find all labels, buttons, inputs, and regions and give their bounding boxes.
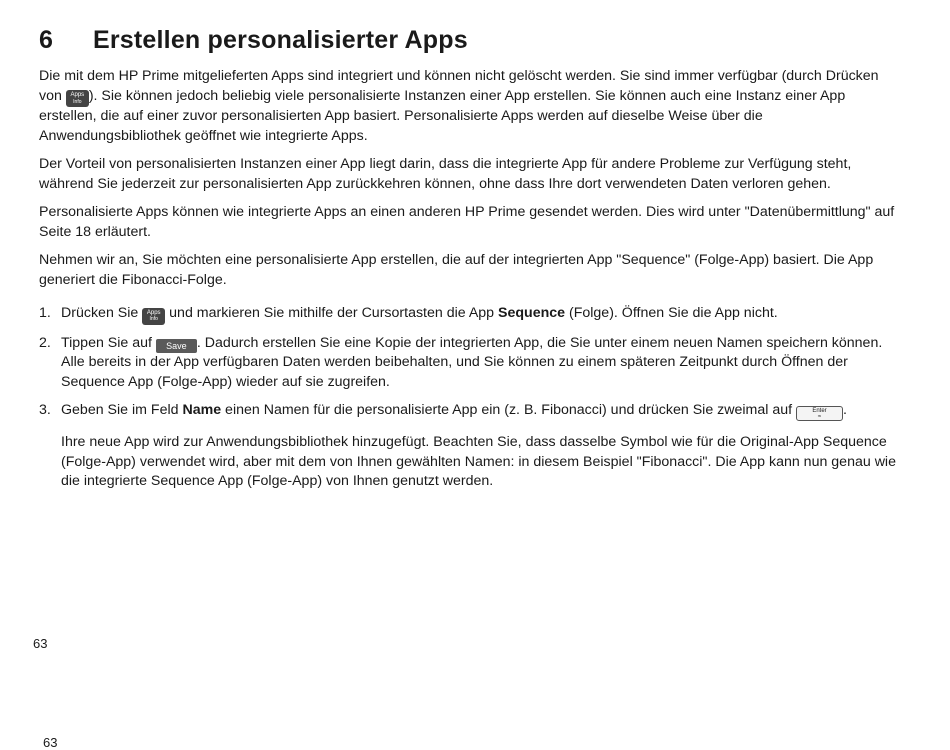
body-text (39, 67, 899, 501)
enter-key-sublabel: ≈ (817, 414, 822, 420)
step-text: . Dadurch erstellen Sie eine Kopie der integrierten App, die Sie unter einem neuen Namen speichern können. Alle bereits in der App verfügbaren Daten werden beibehalten, und Sie können zu einem späteren Zeitpunkt durch Öffnen der Sequence App (Folge-App) wieder auf sie zugreifen. (61, 334, 883, 390)
paragraph-advantage: Der Vorteil von personalisierten Instanzen einer App liegt darin, dass die integrierte App für andere Probleme zur Verfügung steht, während Sie jederzeit zur personalisierten App zurückkehren können, ohne dass Ihre dort verwendeten Daten verloren gehen. (39, 156, 852, 192)
page-number: 63 (33, 636, 48, 651)
apps-key-icon (66, 90, 89, 107)
paragraph-example: Nehmen wir an, Sie möchten eine personalisierte App erstellen, die auf der integrierten App "Sequence" (Folge-App) basiert. Die App generiert die Fibonacci-Folge. (39, 252, 874, 288)
apps-key-sublabel: Info (149, 316, 158, 322)
apps-key-label: Apps (70, 92, 85, 98)
step-text: einen Namen für die personalisierte App ein (z. B. Fibonacci) und drücken Sie zweimal auf (221, 402, 797, 418)
apps-key-sublabel: Info (73, 98, 82, 105)
paragraph-intro (39, 67, 899, 146)
apps-key-icon (142, 308, 165, 325)
step-item-3 (39, 401, 899, 492)
step-number: 3. (39, 402, 51, 418)
paragraph-sending: Personalisierte Apps können wie integrierte Apps an einen anderen HP Prime gesendet werden. Dies wird unter "Datenübermittlung" auf Seite 18 erläutert. (39, 204, 895, 240)
step-text: Geben Sie im Feld (61, 402, 183, 418)
page-number-footer: 63 (43, 735, 58, 750)
enter-key-icon (796, 406, 843, 421)
chapter-number: 6 (39, 26, 54, 54)
step-number: 2. (39, 334, 51, 351)
step-bold-term: Name (182, 402, 222, 418)
chapter-title: Erstellen personalisierter Apps (93, 26, 468, 54)
step-item-2 (39, 334, 899, 393)
paragraph-intro-text-2: ). Sie können jedoch beliebig viele personalisierte Instanzen einer App erstellen. Sie können auch eine Instanz einer App erstellen, die auf einer zuvor personalisierten App basiert. Personalisierte Apps werden auf dieselbe Weise über die Anwendungsbibliothek geöffnet wie integrierte Apps. (39, 87, 846, 144)
enter-key-label: Enter (812, 408, 827, 414)
step-text: Drücken Sie (61, 305, 143, 321)
step-text: . (843, 402, 847, 418)
step-text: und markieren Sie mithilfe der Cursortasten die App (165, 305, 499, 321)
step-text: (Folge). Öffnen Sie die App nicht. (565, 305, 778, 321)
step-result: Ihre neue App wird zur Anwendungsbibliothek hinzugefügt. Beachten Sie, dass dasselbe Symbol wie für die Original-App Sequence (Folge-App) verwendet wird, aber mit dem von Ihnen gewählten Namen: in diesem Beispiel "Fibonacci". Die App kann nun genau wie die integrierte Sequence App (Folge-App) von Ihnen genutzt werden. (61, 434, 896, 489)
step-text: Tippen Sie auf (61, 334, 156, 351)
chapter-heading (39, 26, 468, 55)
step-number: 1. (39, 305, 51, 321)
step-bold-term: Sequence (498, 305, 566, 321)
step-item-1 (39, 304, 899, 325)
save-softkey-icon: Save (156, 339, 197, 353)
apps-key-label: Apps (146, 309, 161, 316)
steps-list (39, 304, 899, 492)
paragraph-intro-text-1: Die mit dem HP Prime mitgelieferten Apps sind integriert und können nicht gelöscht werden. Sie sind immer verfügbar (durch Drücken von (39, 68, 879, 104)
